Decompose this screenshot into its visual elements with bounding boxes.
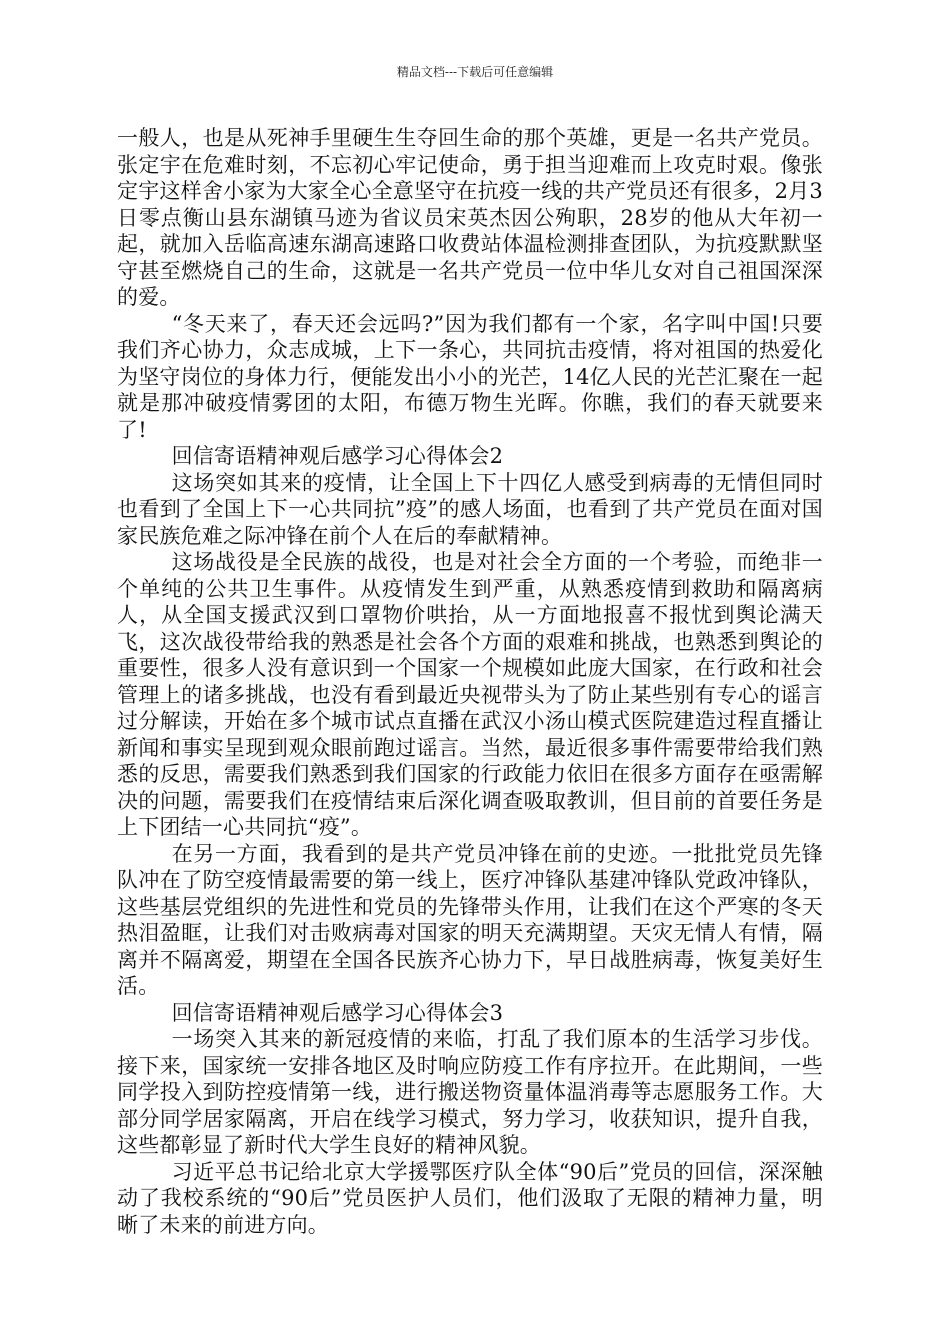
page-header: 精品文档---下载后可任意编辑 (396, 65, 554, 79)
section-heading: 回信寄语精神观后感学习心得体会2 (171, 444, 504, 468)
paragraph: 这场突如其来的疫情，让全国上下十四亿人感受到病毒的无情但同时也看到了全国上下一心共同抗”疫”的感人场面，也看到了共产党员在面对国家民族危难之际冲锋在前个人在后的奉献精神。 (117, 470, 823, 548)
paragraph: 这场战役是全民族的战役，也是对社会全方面的一个考验，而绝非一个单纯的公共卫生事件。从疫情发生到严重，从熟悉疫情到救助和隔离病人，从全国支援武汉到口罩物价哄抬，从一方面地报喜不报忧到舆论满天飞，这次战役带给我的熟悉是社会各个方面的艰难和挑战，也熟悉到舆论的重要性，很多人没有意识到一个国家一个规模如此庞大国家，在行政和社会管理上的诸多挑战，也没有看到最近央视带头为了防止某些别有专心的谣言过分解读，开始在多个城市试点直播在武汉小汤山模式医院建造过程直播让新闻和事实呈现到观众眼前跑过谣言。当然，最近很多事件需要带给我们熟悉的反思，需要我们熟悉到我们国家的行政能力依旧在很多方面存在亟需解决的问题，需要我们在疫情结束后深化调查吸取教训，但目前的首要任务是上下团结一心共同抗“疫”。 (117, 550, 823, 839)
paragraph: 一场突入其来的新冠疫情的来临，打乱了我们原本的生活学习步伐。接下来，国家统一安排各地区及时响应防疫工作有序拉开。在此期间，一些同学投入到防控疫情第一线，进行搬送物资量体温消毒等志愿服务工作。大部分同学居家隔离，开启在线学习模式，努力学习，收获知识，提升自我，这些都彰显了新时代大学生良好的精神风貌。 (117, 1027, 823, 1157)
paragraph: 在另一方面，我看到的是共产党员冲锋在前的史迹。一批批党员先锋队冲在了防空疫情最需要的第一线上，医疗冲锋队基建冲锋队党政冲锋队，这些基层党组织的先进性和党员的先锋带头作用，让我们在这个严寒的冬天热泪盈眶，让我们对击败病毒对国家的明天充满期望。天灾无情人有情，隔离并不隔离爱，期望在全国各民族齐心协力下，早日战胜病毒，恢复美好生活。 (117, 841, 823, 998)
paragraph: 习近平总书记给北京大学援鄂医疗队全体“90后”党员的回信，深深触动了我校系统的“90后”党员医护人员们，他们汲取了无限的精神力量，明晰了未来的前进方向。 (117, 1159, 823, 1237)
paragraph: 一般人，也是从死神手里硬生生夺回生命的那个英雄，更是一名共产党员。张定宇在危难时刻，不忘初心牢记使命，勇于担当迎难而上攻克时艰。像张定宇这样舍小家为大家全心全意坚守在抗疫一线的共产党员还有很多，2月3日零点衡山县东湖镇马迹为省议员宋英杰因公殉职，28岁的他从大年初一起，就加入岳临高速东湖高速路口收费站体温检测排查团队，为抗疫默默坚守甚至燃烧自己的生命，这就是一名共产党员一位中华儿女对自己祖国深深的爱。 (117, 126, 823, 309)
section-heading: 回信寄语精神观后感学习心得体会3 (171, 1000, 504, 1025)
document-body (117, 125, 823, 1238)
paragraph: “冬天来了，春天还会远吗?”因为我们都有一个家，名字叫中国!只要我们齐心协力，众志成城，上下一条心，共同抗击疫情，将对祖国的热爱化为坚守岗位的身体力行，便能发出小小的光芒，14亿人民的光芒汇聚在一起就是那冲破疫情雾团的太阳，布德万物生光晖。你瞧，我们的春天就要来了! (117, 311, 823, 442)
